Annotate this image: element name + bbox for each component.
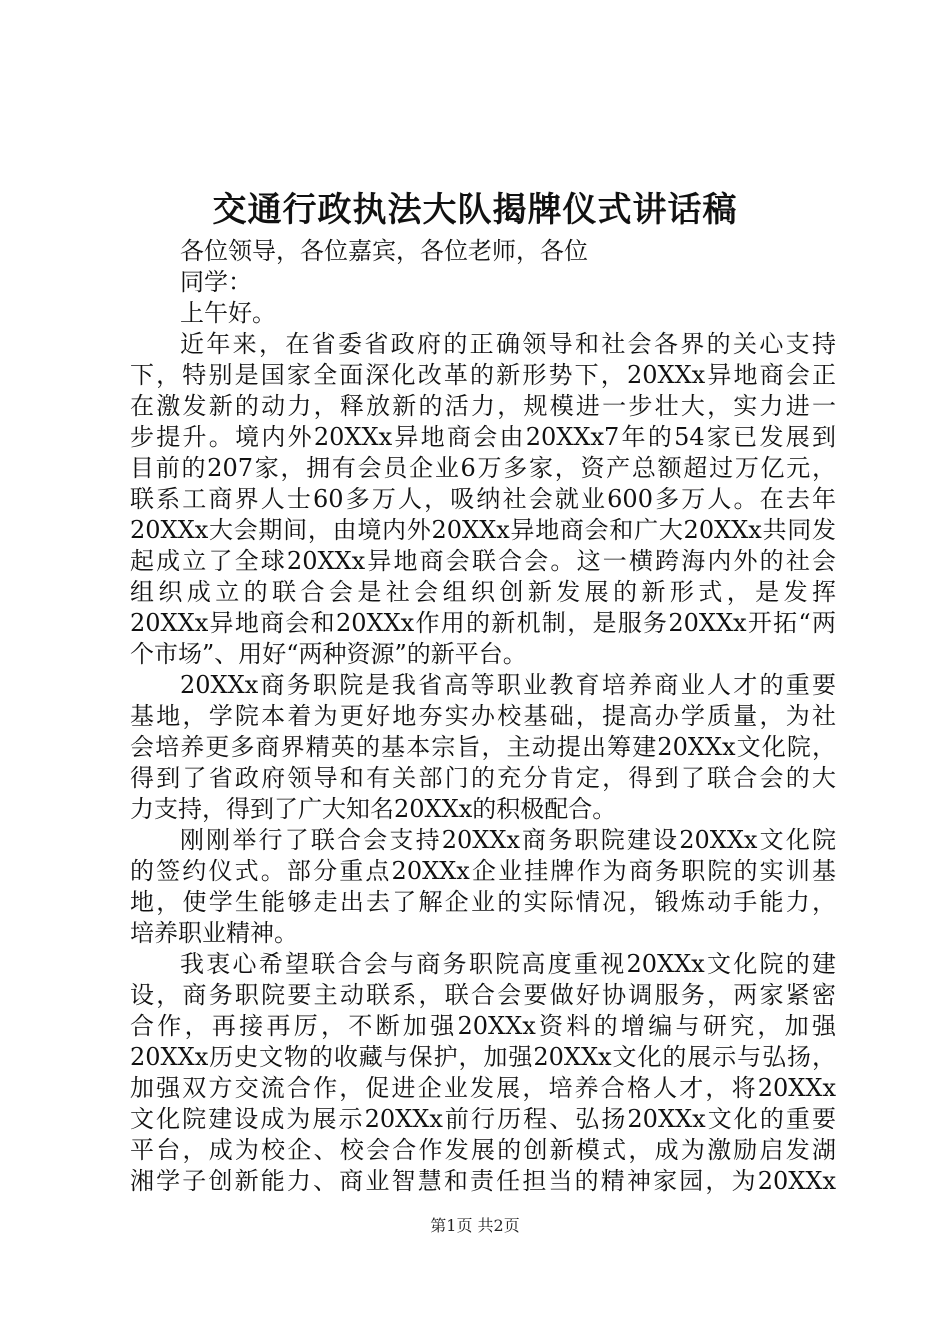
text-line: 上午好。 <box>180 299 276 327</box>
text-line: 培养职业精神。 <box>130 919 298 947</box>
page-footer: 第1页 共2页 <box>430 1216 520 1235</box>
text-line: 的签约仪式。部分重点20XXx企业挂牌作为商务职院的实训基 <box>130 857 836 885</box>
text-line: 设，商务职院要主动联系，联合会要做好协调服务，两家紧密 <box>130 981 836 1009</box>
text-line: 地，使学生能够走出去了解企业的实际情况，锻炼动手能力， <box>130 888 836 916</box>
document-body <box>130 236 836 1197</box>
text-line: 步提升。境内外20XXx异地商会由20XXx7年的54家已发展到 <box>130 423 836 451</box>
text-line: 20XXx大会期间，由境内外20XXx异地商会和广大20XXx共同发 <box>130 516 836 544</box>
text-line: 合作，再接再厉，不断加强20XXx资料的增编与研究，加强 <box>130 1012 836 1040</box>
text-line: 在激发新的动力，释放新的活力，规模进一步壮大，实力进一 <box>130 392 836 420</box>
text-line: 得到了省政府领导和有关部门的充分肯定，得到了联合会的大 <box>130 764 836 792</box>
text-line: 起成立了全球20XXx异地商会联合会。这一横跨海内外的社会 <box>130 547 836 575</box>
text-line: 联系工商界人士60多万人，吸纳社会就业600多万人。在去年 <box>130 485 836 513</box>
text-line: 加强双方交流合作，促进企业发展，培养合格人才，将20XXx <box>130 1074 836 1102</box>
text-line: 近年来，在省委省政府的正确领导和社会各界的关心支持 <box>180 330 836 358</box>
text-line: 下，特别是国家全面深化改革的新形势下，20XXx异地商会正 <box>130 361 836 389</box>
text-line: 文化院建设成为展示20XXx前行历程、弘扬20XXx文化的重要 <box>130 1105 836 1133</box>
document-title: 交通行政执法大队揭牌仪式讲话稿 <box>212 190 738 230</box>
text-line: 20XXx商务职院是我省高等职业教育培养商业人才的重要 <box>180 671 836 699</box>
text-line: 我衷心希望联合会与商务职院高度重视20XXx文化院的建 <box>180 950 836 978</box>
text-line: 20XXx历史文物的收藏与保护，加强20XXx文化的展示与弘扬， <box>130 1043 836 1071</box>
text-line: 个市场”、用好“两种资源”的新平台。 <box>130 640 527 668</box>
text-line: 目前的207家，拥有会员企业6万多家，资产总额超过万亿元， <box>130 454 836 482</box>
text-line: 力支持，得到了广大知名20XXx的积极配合。 <box>130 795 617 823</box>
text-line: 组织成立的联合会是社会组织创新发展的新形式，是发挥 <box>130 578 836 606</box>
text-line: 刚刚举行了联合会支持20XXx商务职院建设20XXx文化院 <box>180 826 836 854</box>
text-line: 会培养更多商界精英的基本宗旨，主动提出筹建20XXx文化院， <box>130 733 836 761</box>
text-line: 基地，学院本着为更好地夯实办校基础，提高办学质量，为社 <box>130 702 836 730</box>
text-line: 湘学子创新能力、商业智慧和责任担当的精神家园，为20XXx <box>130 1167 836 1195</box>
text-line: 同学： <box>180 268 252 296</box>
text-line: 20XXx异地商会和20XXx作用的新机制，是服务20XXx开拓“两 <box>130 609 836 637</box>
text-line: 平台，成为校企、校会合作发展的创新模式，成为激励启发湖 <box>130 1136 836 1164</box>
text-line: 各位领导，各位嘉宾，各位老师，各位 <box>180 237 588 265</box>
